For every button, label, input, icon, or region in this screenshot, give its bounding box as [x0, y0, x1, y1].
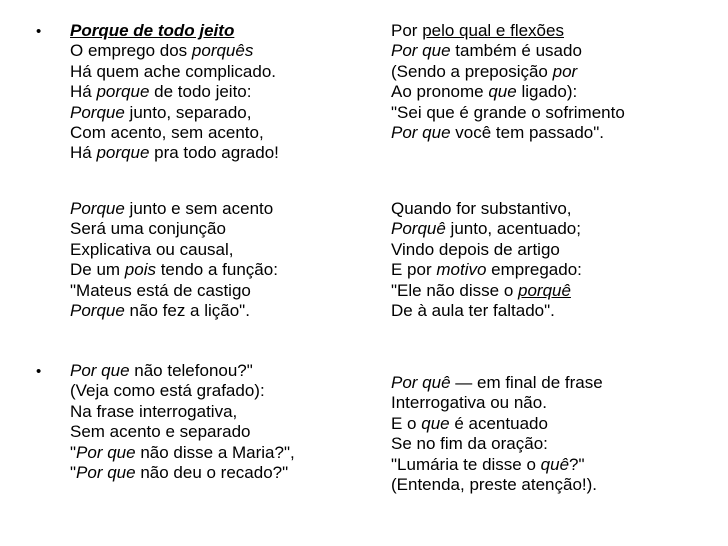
emphasized-word: Porque [70, 199, 125, 218]
line-text: não deu o recado?" [135, 462, 289, 482]
emphasized-word: porquê [518, 280, 571, 300]
poem-line [70, 281, 278, 301]
line-text: Com acento, sem acento, [70, 122, 264, 142]
emphasized-word: Por que [76, 442, 136, 462]
line-text: (Entenda, preste atenção!). [391, 474, 598, 494]
emphasized-word: Por que [391, 41, 451, 61]
emphasized-word: que [488, 82, 517, 102]
poem-line [391, 41, 625, 61]
line-text: não telefonou?" [129, 361, 253, 380]
emphasized-word: Por quê [391, 373, 451, 392]
poem-line [391, 219, 582, 239]
line-text: Sem acento e separado [70, 422, 251, 442]
poem-title: Porque de todo jeito [70, 21, 235, 40]
line-text: Se no fim da oração: [391, 434, 548, 454]
line-text: — em final de frase [450, 373, 603, 392]
poem-line [70, 123, 279, 143]
emphasized-word: pois [124, 260, 156, 280]
line-text: De à aula ter faltado". [391, 300, 555, 320]
poem-line [391, 62, 625, 82]
emphasized-word: Porque [70, 300, 125, 320]
line-text: Explicativa ou causal, [70, 239, 234, 259]
poem-line [391, 123, 625, 143]
emphasized-word: Porquê [391, 219, 446, 239]
line-text: ligado): [516, 82, 578, 102]
poem-line [391, 240, 582, 260]
left-stanza-1 [70, 21, 279, 164]
poem-line [391, 281, 582, 301]
line-text: não fez a lição". [124, 300, 250, 320]
emphasized-word: Por que [70, 361, 130, 380]
line-text: Vindo depois de artigo [391, 239, 560, 259]
line-text: De um [70, 260, 125, 280]
line-text: não disse a Maria?", [135, 442, 295, 462]
poem-line [70, 260, 278, 280]
line-text: Por [391, 21, 423, 40]
line-text: junto, separado, [124, 102, 252, 122]
line-text: O emprego dos [70, 41, 192, 61]
line-text: Há [70, 143, 97, 163]
line-text: " [70, 442, 77, 462]
line-text: ?" [569, 454, 585, 474]
poem-line [70, 301, 278, 321]
poem-line [70, 381, 295, 401]
poem-line [70, 82, 279, 102]
poem-line [70, 422, 295, 442]
right-stanza-2 [391, 199, 582, 321]
poem-line [70, 199, 278, 219]
bullet-1: • [36, 23, 42, 40]
poem-line [391, 260, 582, 280]
line-text: você tem passado". [450, 122, 604, 142]
line-text: Será uma conjunção [70, 219, 226, 239]
right-stanza-1 [391, 21, 625, 143]
line-text: (Sendo a preposição [391, 61, 553, 81]
poem-line [391, 82, 625, 102]
poem-line [70, 62, 279, 82]
poem-line [391, 373, 603, 393]
line-text: empregado: [486, 260, 582, 280]
line-text: E o [391, 413, 422, 433]
line-text: "Sei que é grande o sofrimento [391, 102, 625, 122]
line-text: Há [70, 82, 97, 102]
poem-line [391, 301, 582, 321]
poem-line [70, 41, 279, 61]
emphasized-word: Porque [70, 102, 125, 122]
line-text: junto e sem acento [124, 199, 274, 218]
line-text: E por [391, 260, 437, 280]
poem-line [391, 434, 603, 454]
line-text: "Mateus está de castigo [70, 280, 251, 300]
poem-line [391, 475, 603, 495]
poem-line [70, 143, 279, 163]
poem-line [391, 414, 603, 434]
emphasized-word: motivo [436, 260, 487, 280]
line-text: também é usado [450, 41, 582, 61]
emphasized-word: porque [96, 143, 150, 163]
line-text: (Veja como está grafado): [70, 381, 265, 401]
line-text: " [70, 462, 77, 482]
line-text: "Lumária te disse o [391, 454, 541, 474]
line-text: Quando for substantivo, [391, 199, 572, 218]
poem-line [391, 199, 582, 219]
line-text: de todo jeito: [149, 82, 252, 102]
poem-line [70, 402, 295, 422]
emphasized-word: Por que [391, 122, 451, 142]
line-text: pelo qual e flexões [422, 21, 564, 40]
line-text: Na frase interrogativa, [70, 401, 238, 421]
line-text: tendo a função: [155, 260, 278, 280]
poem-line [391, 455, 603, 475]
emphasized-word: por [552, 61, 578, 81]
line-text: é acentuado [449, 413, 548, 433]
line-text: Ao pronome [391, 82, 489, 102]
poem-line [391, 103, 625, 123]
emphasized-word: porquês [191, 41, 254, 61]
line-text: Interrogativa ou não. [391, 393, 547, 413]
emphasized-word: porque [96, 82, 150, 102]
emphasized-word: quê [540, 454, 570, 474]
right-stanza-3 [391, 373, 603, 495]
line-text: pra todo agrado! [149, 143, 279, 163]
poem-line [70, 219, 278, 239]
poem-line [70, 240, 278, 260]
line-text: "Ele não disse o [391, 280, 519, 300]
emphasized-word: Por que [76, 462, 136, 482]
poem-line [70, 361, 295, 381]
line-text: junto, acentuado; [445, 219, 581, 239]
poem-line [70, 103, 279, 123]
poem-line [70, 463, 295, 483]
emphasized-word: que [421, 413, 450, 433]
left-stanza-3 [70, 361, 295, 483]
bullet-2: • [36, 363, 42, 380]
left-stanza-2 [70, 199, 278, 321]
poem-line [70, 443, 295, 463]
poem-line [391, 393, 603, 413]
poem-line [391, 21, 625, 41]
poem-line [70, 21, 279, 41]
line-text: Há quem ache complicado. [70, 61, 277, 81]
